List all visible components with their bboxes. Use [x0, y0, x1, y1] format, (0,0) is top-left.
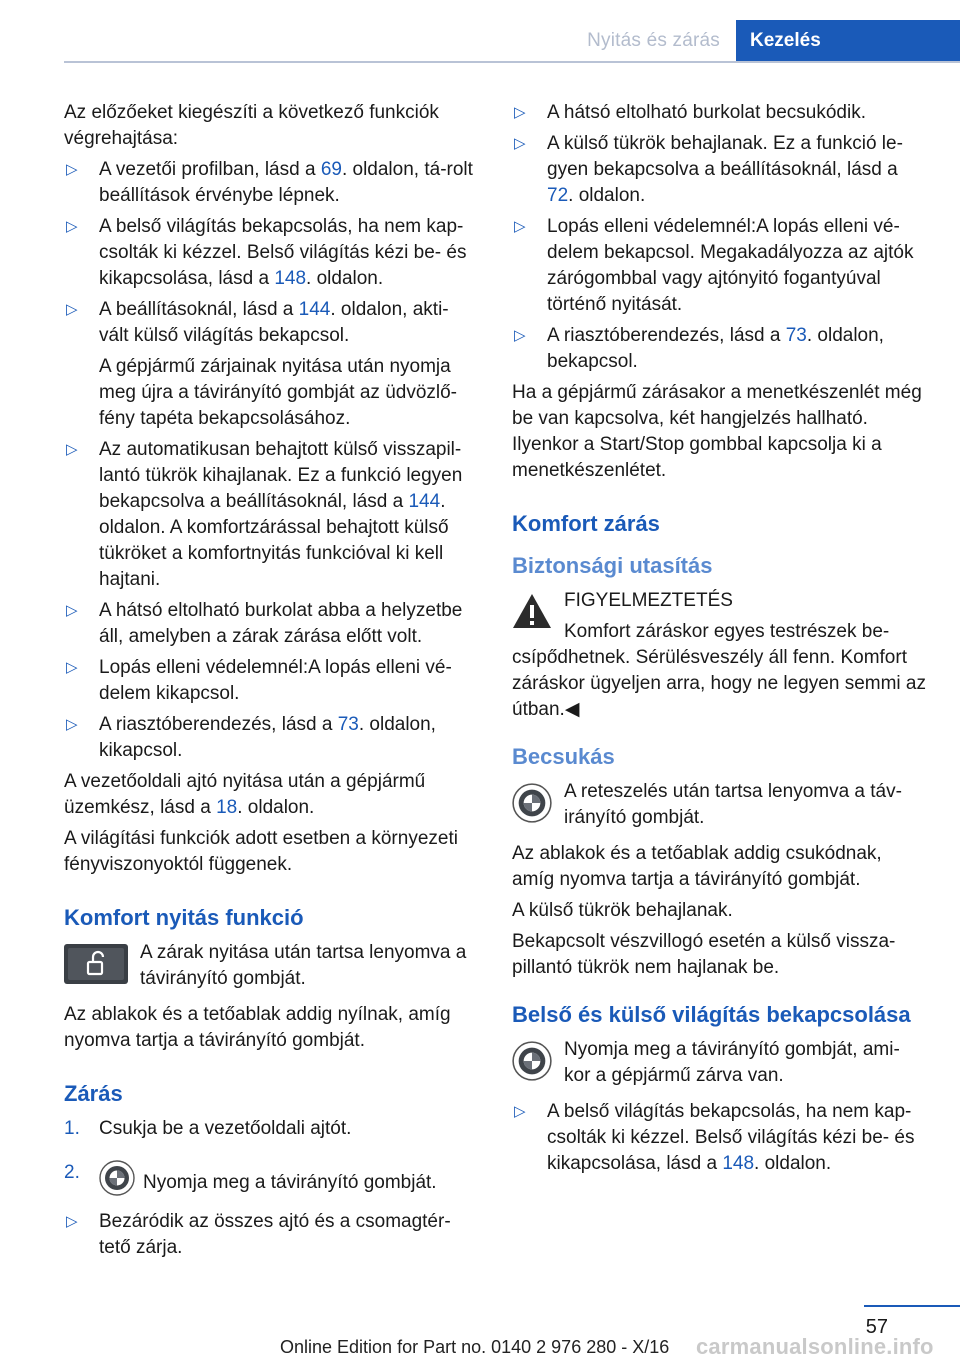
- list-item: ▷ A riasztóberendezés, lásd a 73. oldalon, kikapcsol.: [66, 714, 436, 761]
- page-link[interactable]: 72: [547, 185, 569, 206]
- page-link[interactable]: 148: [722, 1153, 755, 1174]
- page-link[interactable]: 73: [785, 325, 807, 346]
- page-link[interactable]: 69: [320, 159, 342, 180]
- heading-zaras: Zárás: [64, 1081, 123, 1106]
- bullet-triangle-icon: ▷: [514, 327, 526, 344]
- list-item: ▷ A külső tükrök behajlanak. Ez a funkció le-gyen bekapcsolva a beállításoknál, lásd a 72. oldalon.: [514, 133, 903, 206]
- list-item: ▷ A beállításoknál, lásd a 144. oldalon, akti-vált külső világítás bekapcsol. A gépjármű zárjainak nyitása után nyomja meg újra a távirányító gombját az üdvözlő-fény tapéta bekapcsolásához.: [64, 297, 478, 432]
- paragraph: Az ablakok és a tetőablak addig csukódnak, amíg nyomva tartja a távirányító gombját.: [512, 843, 882, 890]
- list-item: ▷ A hátsó eltolható burkolat abba a helyzetbe áll, amelyben a zárak zárása előtt volt.: [66, 600, 463, 647]
- list-item: ▷ A vezetői profilban, lásd a 69. oldalon, tá-rolt beállítások érvénybe lépnek.: [66, 159, 473, 206]
- warning-title: FIGYELMEZTETÉS: [564, 590, 733, 611]
- right-column: [512, 100, 926, 1182]
- watermark: carmanualsonline.info: [696, 1334, 934, 1359]
- bmw-key-button-icon: [512, 783, 552, 831]
- paragraph: A külső tükrök behajlanak.: [512, 900, 733, 921]
- belso-vilagitas-instruction: Nyomja meg a távirányító gombját, ami-kor a gépjármű zárva van.: [512, 1037, 926, 1089]
- bullet-triangle-icon: ▷: [66, 659, 78, 676]
- warning-triangle-icon: [512, 592, 552, 638]
- header-rule: [64, 61, 960, 63]
- page-link[interactable]: 73: [337, 714, 359, 735]
- paragraph: A vezetőoldali ajtó nyitása után a gépjármű üzemkész, lásd a 18. oldalon.: [64, 771, 426, 818]
- header-chapter-label: Kezelés: [750, 30, 821, 51]
- bullet-triangle-icon: ▷: [66, 441, 78, 458]
- list-item: ▷ A belső világítás bekapcsolás, ha nem kap-csolták ki kézzel. Belső világítás kézi be- és kikapcsolása, lásd a 148. oldalon.: [514, 1101, 915, 1174]
- page-link[interactable]: 144: [298, 299, 331, 320]
- footer-rule: [864, 1305, 960, 1307]
- paragraph: Ha a gépjármű zárásakor a menetkészenlét még be van kapcsolva, két hangjelzés hallható. Ilyenkor a Start/Stop gombbal kapcsolja ki a menetkészenlétet.: [512, 382, 922, 481]
- bmw-key-button-icon: [512, 1041, 552, 1089]
- list-item: ▷ A hátsó eltolható burkolat becsukódik.: [512, 100, 926, 126]
- bullet-triangle-icon: ▷: [66, 602, 78, 619]
- list-item: ▷ Lopás elleni védelemnél:A lopás elleni vé-delem kikapcsol.: [66, 657, 452, 704]
- heading-belso-kulso-vilagitas: Belső és külső világítás bekapcsolása: [512, 1002, 911, 1027]
- list-item-subparagraph: A gépjármű zárjainak nyitása után nyomja meg újra a távirányító gombját az üdvözlő-fény tapéta bekapcsolásához.: [99, 356, 458, 429]
- bmw-key-button-icon: [99, 1160, 135, 1204]
- unlock-button-icon: [64, 944, 128, 992]
- bullet-triangle-icon: ▷: [514, 1103, 526, 1120]
- left-column: [64, 100, 478, 1266]
- komfort-nyitas-instruction: A zárak nyitása után tartsa lenyomva a távirányító gombját.: [64, 940, 478, 992]
- header-chapter-tab: [736, 20, 960, 63]
- heading-becsukas: Becsukás: [512, 744, 615, 769]
- footer-edition: Online Edition for Part no. 0140 2 976 280 - X/16: [280, 1337, 670, 1357]
- bullet-triangle-icon: ▷: [514, 218, 526, 235]
- list-item: ▷ A riasztóberendezés, lásd a 73. oldalon, bekapcsol.: [514, 325, 884, 372]
- page-number: 57: [865, 1316, 888, 1338]
- bullet-triangle-icon: ▷: [66, 161, 78, 178]
- warning-text: Komfort záráskor egyes testrészek be- csípődhetnek. Sérülésveszély áll fenn. Komfort záráskor ügyeljen arra, hogy ne legyen semmi az útban.◀: [512, 621, 926, 720]
- becsukas-instruction: A reteszelés után tartsa lenyomva a táv-irányító gombját.: [512, 779, 926, 831]
- list-item: ▷ Lopás elleni védelemnél:A lopás elleni vé-delem bekapcsol. Megakadályozza az ajtók zárógombbal vagy ajtónyitó fogantyúval történő nyitását.: [514, 216, 914, 315]
- paragraph: Bekapcsolt vészvillogó esetén a külső vissza-pillantó tükrök nem hajlanak be.: [512, 931, 896, 978]
- intro-paragraph: Az előzőeket kiegészíti a következő funkciók végrehajtása:: [64, 102, 439, 149]
- page-link[interactable]: 144: [408, 491, 441, 512]
- header-section-title: Nyitás és zárás: [587, 30, 720, 51]
- list-item: ▷ A belső világítás bekapcsolás, ha nem kap-csolták ki kézzel. Belső világítás kézi be- és kikapcsolása, lásd a 148. oldalon.: [66, 216, 467, 289]
- bullet-triangle-icon: ▷: [514, 104, 526, 121]
- list-item: 2. Nyomja meg a távirányító gombját.: [64, 1160, 478, 1204]
- list-item: ▷ Az automatikusan behajtott külső visszapil-lantó tükrök kihajlanak. Ez a funkció legyen bekapcsolva a beállításoknál, lásd a 144. oldalon. A komfortzárással behajtott külső tükröket a komfortnyitás funkcióval ki kell hajtani.: [66, 439, 463, 590]
- bullet-triangle-icon: ▷: [66, 301, 78, 318]
- warning-block: [512, 588, 926, 723]
- page-link[interactable]: 148: [274, 268, 307, 289]
- heading-komfort-zaras: Komfort zárás: [512, 511, 660, 536]
- list-item: 1. Csukja be a vezetőoldali ajtót.: [64, 1118, 352, 1139]
- list-item: ▷ Bezáródik az összes ajtó és a csomagtér-tető zárja.: [66, 1211, 451, 1258]
- heading-komfort-nyitas: Komfort nyitás funkció: [64, 905, 304, 930]
- paragraph: Az ablakok és a tetőablak addig nyílnak, amíg nyomva tartja a távirányító gombját.: [64, 1004, 451, 1051]
- bullet-triangle-icon: ▷: [514, 135, 526, 152]
- bullet-triangle-icon: ▷: [66, 716, 78, 733]
- heading-biztonsagi-utasitas: Biztonsági utasítás: [512, 553, 713, 578]
- bullet-triangle-icon: ▷: [66, 1213, 78, 1230]
- paragraph: A világítási funkciók adott esetben a környezeti fényviszonyoktól függenek.: [64, 828, 458, 875]
- page-link[interactable]: 18: [216, 797, 238, 818]
- bullet-triangle-icon: ▷: [66, 218, 78, 235]
